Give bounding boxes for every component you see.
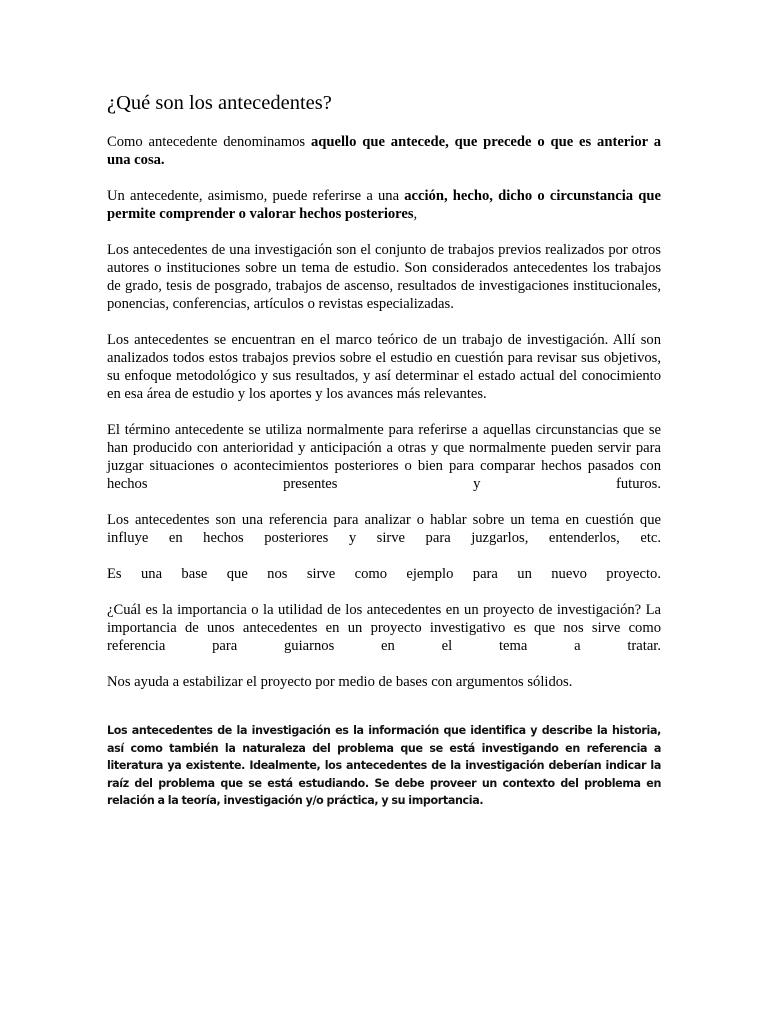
paragraph-antecedent-action-bold: acción, hecho, dicho o circunstancia que permite comprender o valorar hechos posteriores [107,188,661,222]
paragraph-importance: ¿Cuál es la importancia o la utilidad de los antecedentes en un proyecto de investigación? La importancia de unos antecedentes en un proyecto investigativo es que nos sirve como referencia para guiarnos en el tema a tratar. [107,602,661,654]
page-title: ¿Qué son los antecedentes? [107,92,332,114]
paragraph-theoretical-framework: Los antecedentes se encuentran en el marco teórico de un trabajo de investigación. Allí son analizados todos estos trabajos previos sobre el estudio en cuestión para revisar sus objetivos, su enfoque metodológico y sus resultados, y así determinar el estado actual del conocimiento en esa área de estudio y los aportes y los avances más relevantes. [107,332,661,402]
paragraph-background-info: Los antecedentes de la investigación es la información que identifica y describe la historia, así como también la naturaleza del problema que se está investigando en referencia a literatura ya existente. Idealmente, los antecedentes de la investigación deberían indicar la raíz del problema que se está estudiando. Se debe proveer un contexto del problema en relación a la teoría, investigación y/o práctica, y su importancia. [107,724,661,808]
paragraph-term-usage: El término antecedente se utiliza normalmente para referirse a aquellas circunstancias que se han producido con anterioridad y anticipación a otras y que normalmente pueden servir para juzgar situaciones o acontecimientos posteriores o bien para comparar hechos pasados con hechos presentes y futuros. [107,422,661,492]
paragraph-antecedent-action-tail: , [413,206,418,222]
paragraph-definition [107,133,661,169]
paragraph-base: Es una base que nos sirve como ejemplo para un nuevo proyecto. [107,566,661,582]
paragraph-definition-bold: aquello que antecede, que precede o que es anterior a una cosa. [107,134,661,168]
paragraph-definition-lead: Como antecedente denominamos [107,134,311,150]
paragraph-research-antecedents: Los antecedentes de una investigación son el conjunto de trabajos previos realizados por otros autores o instituciones sobre un tema de estudio. Son considerados antecedentes los trabajos de grado, tesis de posgrado, trabajos de ascenso, resultados de investigaciones institucionales, ponencias, conferencias, artículos o revistas especializadas. [107,242,661,312]
paragraph-antecedent-action [107,187,661,223]
paragraph-antecedent-action-lead: Un antecedente, asimismo, puede referirse a una [107,188,405,204]
paragraph-reference: Los antecedentes son una referencia para analizar o hablar sobre un tema en cuestión que influye en hechos posteriores y sirve para juzgarlos, entenderlos, etc. [107,512,661,546]
paragraph-stabilize: Nos ayuda a estabilizar el proyecto por medio de bases con argumentos sólidos. [107,674,573,690]
